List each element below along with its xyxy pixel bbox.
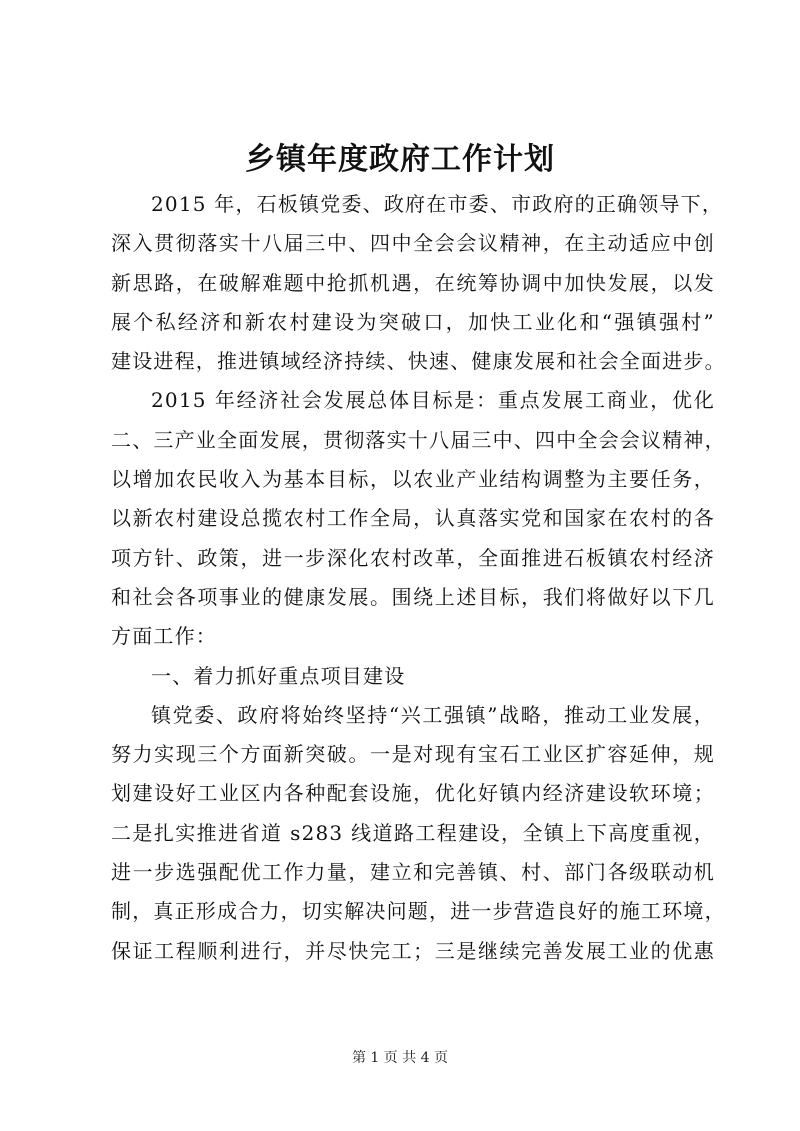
paragraph-line: 深入贯彻落实十八届三中、四中全会会议精神，在主动适应中创: [111, 231, 715, 256]
paragraph-line: 镇党委、政府将始终坚持“兴工强镇”战略，推动工业发展，: [151, 702, 715, 727]
paragraph-line: 2015 年经济社会发展总体目标是：重点发展工商业，优化: [151, 388, 715, 413]
paragraph-line: 二、三产业全面发展，贯彻落实十八届三中、四中全会会议精神，: [111, 427, 726, 452]
document-title: 乡镇年度政府工作计划: [245, 142, 555, 177]
paragraph-line: 和社会各项事业的健康发展。围绕上述目标，我们将做好以下几: [111, 584, 715, 609]
section-heading-text: 一、着力抓好重点项目建设: [151, 663, 406, 688]
paragraph-1: [111, 185, 726, 381]
paragraph-line: 二是扎实推进省道 s283 线道路工程建设，全镇上下高度重视，: [111, 820, 715, 845]
paragraph-line: 项方针、政策，进一步深化农村改革，全面推进石板镇农村经济: [111, 545, 715, 570]
paragraph-line: 方面工作：: [111, 624, 217, 649]
paragraph-line: 划建设好工业区内各种配套设施，优化好镇内经济建设软环境；: [111, 781, 715, 806]
paragraph-3: [111, 696, 726, 971]
paragraph-line: 保证工程顺利进行，并尽快完工；三是继续完善发展工业的优惠: [111, 938, 715, 963]
paragraph-line: 以新农村建设总揽农村工作全局，认真落实党和国家在农村的各: [111, 506, 715, 531]
paragraph-line: 建设进程，推进镇域经济持续、快速、健康发展和社会全面进步。: [111, 349, 726, 374]
document-body: [111, 185, 726, 971]
page-footer: 第 1 页 共 4 页: [351, 1050, 449, 1066]
paragraph-line: 以增加农民收入为基本目标，以农业产业结构调整为主要任务，: [111, 467, 715, 492]
paragraph-line: 展个私经济和新农村建设为突破口，加快工业化和“强镇强村”: [111, 309, 715, 334]
section-heading-1: [111, 657, 715, 696]
paragraph-line: 新思路，在破解难题中抢抓机遇，在统筹协调中加快发展，以发: [111, 270, 715, 295]
paragraph-line: 2015 年，石板镇党委、政府在市委、市政府的正确领导下，: [151, 192, 724, 216]
paragraph-line: 制，真正形成合力，切实解决问题，进一步营造良好的施工环境，: [111, 899, 726, 924]
paragraph-line: 努力实现三个方面新突破。一是对现有宝石工业区扩容延伸，规: [111, 742, 715, 767]
paragraph-line: 进一步选强配优工作力量，建立和完善镇、村、部门各级联动机: [111, 860, 715, 885]
paragraph-2: [111, 381, 726, 656]
